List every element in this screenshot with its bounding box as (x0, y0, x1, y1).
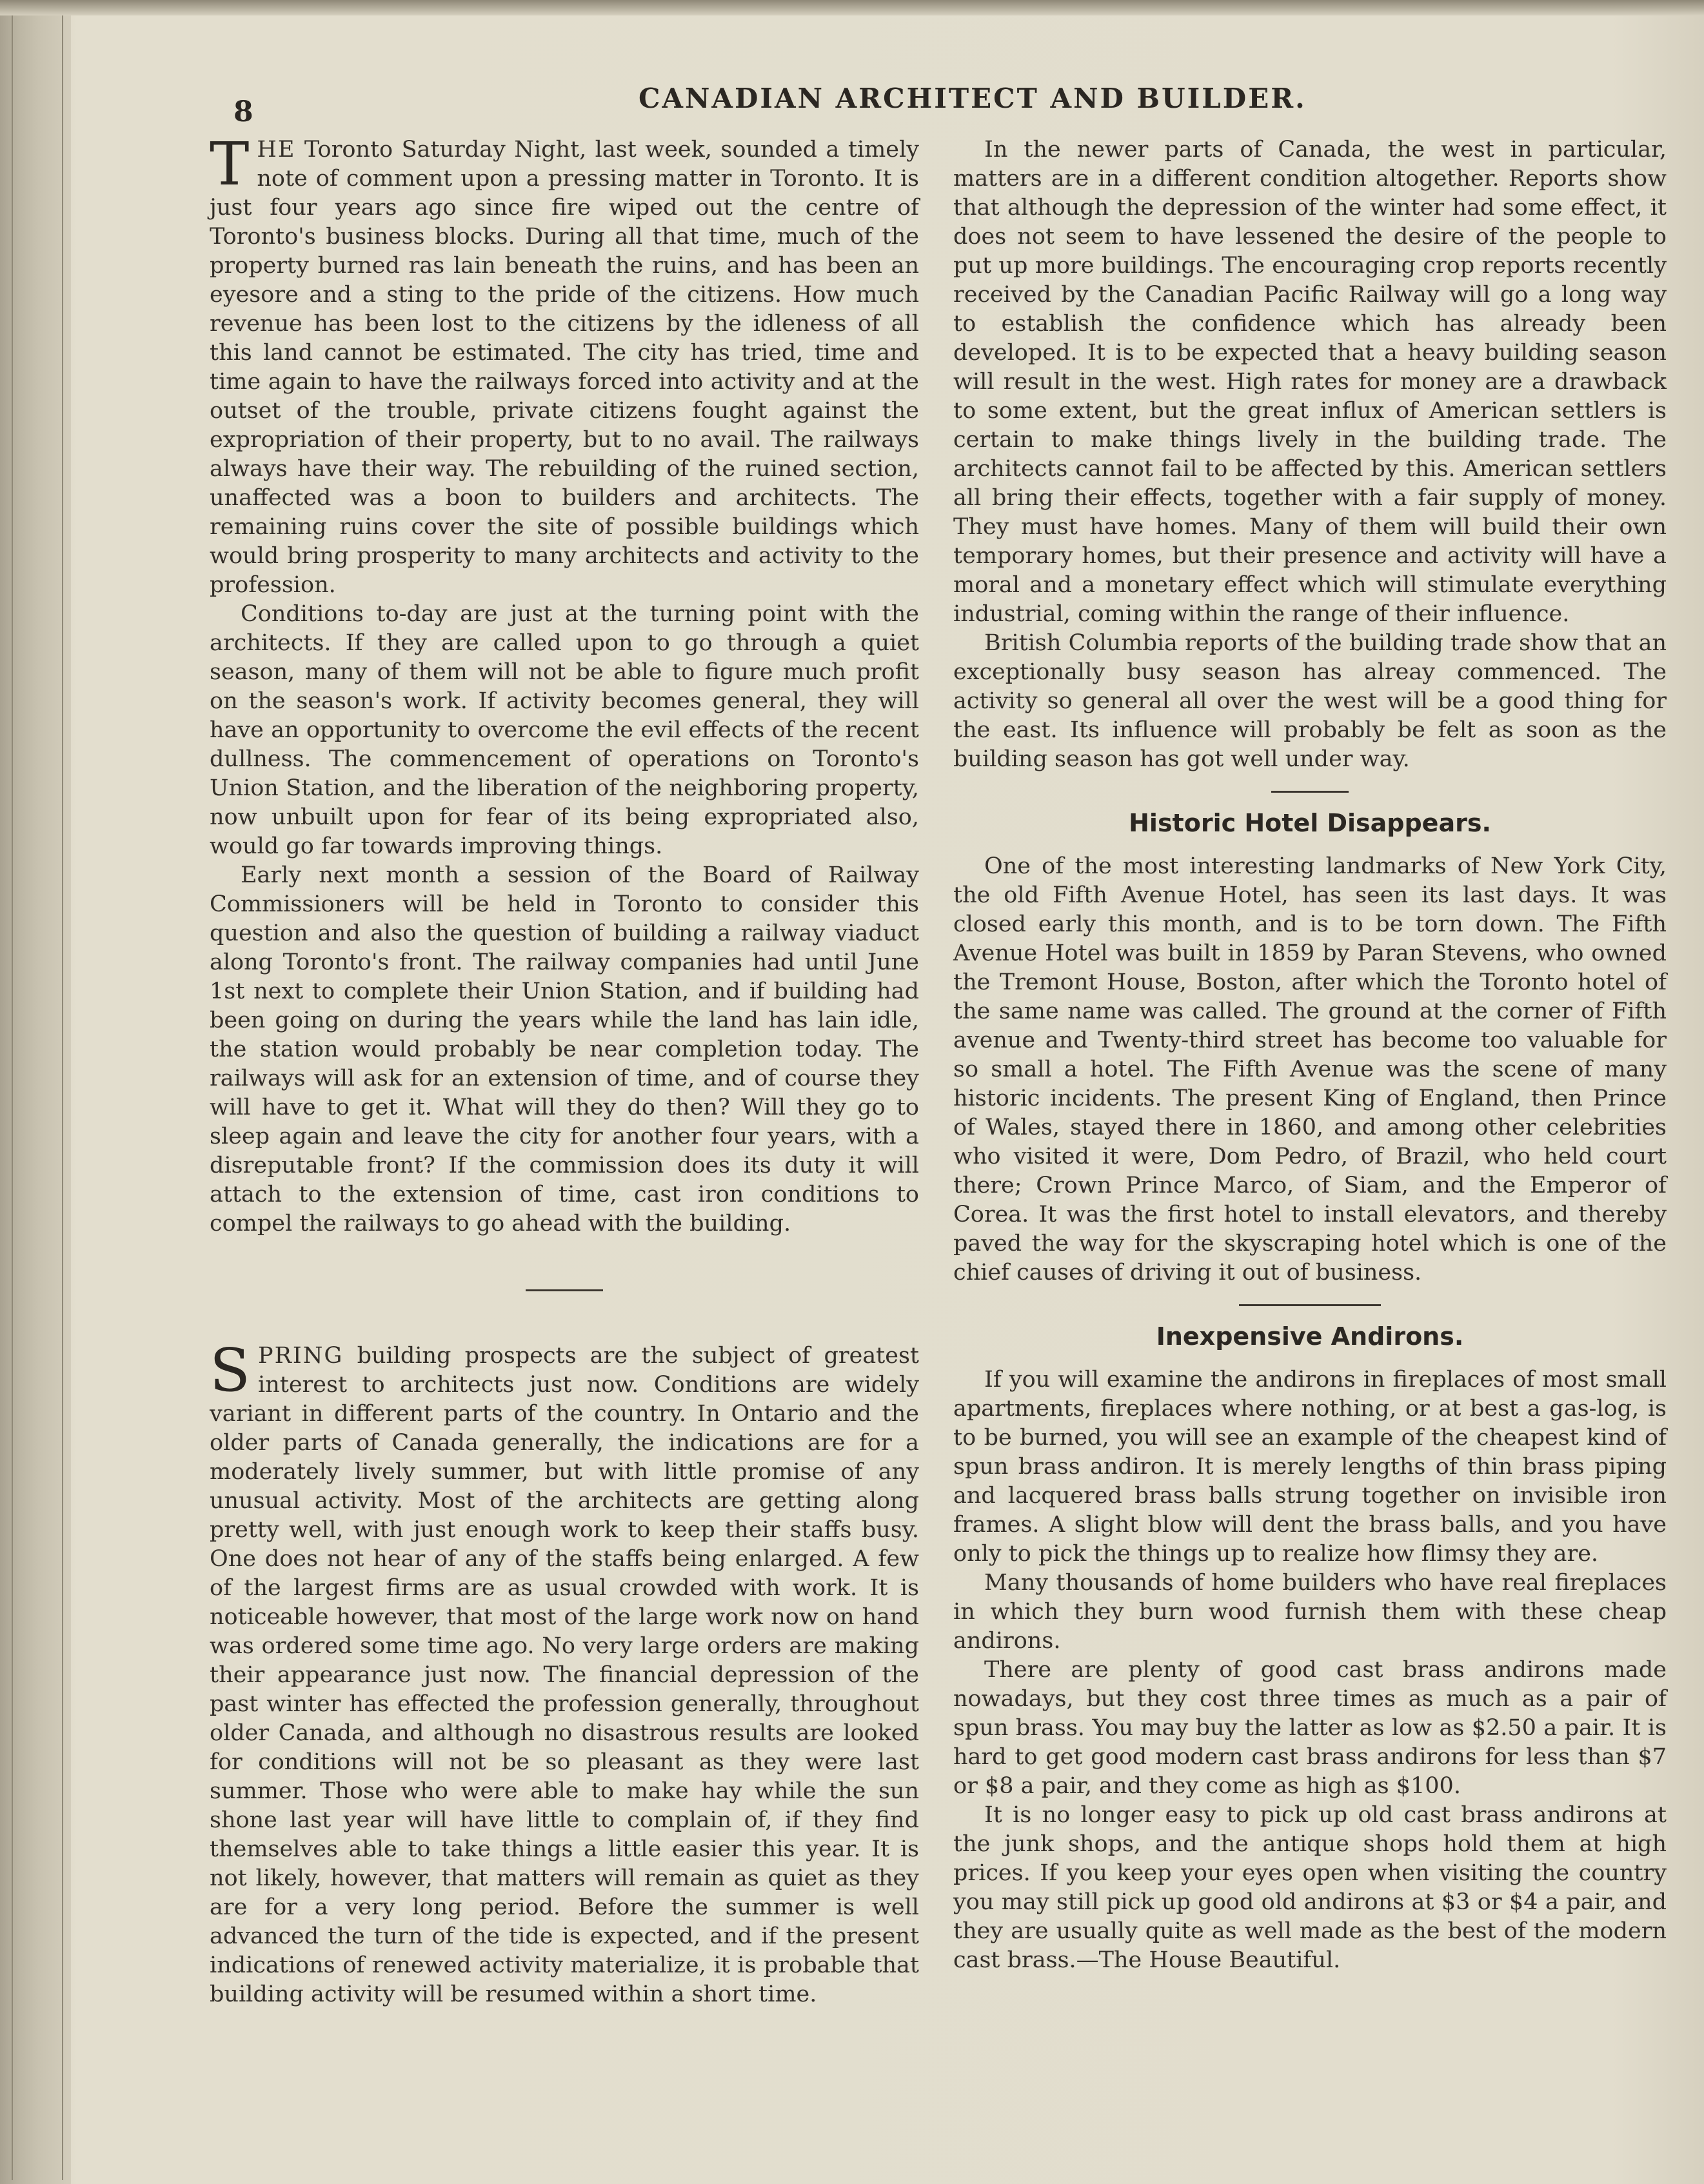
right-column (953, 135, 1667, 1975)
divider-rule (526, 1289, 603, 1291)
article-heading: Historic Hotel Disappears. (1129, 809, 1491, 837)
paragraph-text: Toronto Saturday Night, last week, sounded a timely note of comment upon a pressing matter in Toronto. It is just four years ago since fire wiped out the centre of Toronto's business blocks. During all that time, much of the property burned ras lain beneath the ruins, and has been an eyesore and a sting to the pride of the citizens. How much revenue has been lost to the citizens by the idleness of all this land cannot be estimated. The city has tried, time and time again to have the railways forced into activity and at the outset of the trouble, private citizens fought against the expropriation of their property, but to no avail. The railways always have their way. The rebuilding of the ruined section, unaffected was a boon to builders and architects. The remaining ruins cover the site of possible buildings which would bring prosperity to many architects and activity to the profession. (210, 137, 919, 598)
paragraph-text: building prospects are the subject of greatest interest to architects just now. Conditions are widely variant in different parts of the country. In Ontario and the older parts of Canada generally, the indications are for a moderately lively summer, but with little promise of any unusual activity. Most of the architects are getting along pretty well, with just enough work to keep their staffs busy. One does not hear of any of the staffs being enlarged. A few of the largest firms are as usual crowded with work. It is noticeable however, that most of the large work now on hand was ordered some time ago. No very large orders are making their appearance just now. The financial depression of the past winter has effected the profession generally, throughout older Canada, and although no disastrous results are looked for conditions will not be so pleasant as they were last summer. Those who were able to make hay while the sun shone last year will have little to complain of, if they find themselves able to take things a little easier this year. It is not likely, however, that matters will remain as quiet as they are for a very long period. Before the summer is well advanced the turn of the tide is expected, and if the present indications of renewed activity materialize, it is probable that building activity will be resumed within a short time. (210, 1343, 919, 2007)
article-paragraph: Conditions to-day are just at the turning point with the architects. If they are called upon to go through a quiet season, many of them will not be able to figure much profit on the season's work. If activity becomes general, they will have an opportunity to overcome the evil effects of the recent dullness. The commencement of operations on Toronto's Union Station, and the liberation of the neighboring property, now unbuilt upon for fear of its being expropriated also, would go far towards improving things. (210, 601, 919, 859)
binding-line (62, 13, 63, 2180)
article-heading: Inexpensive Andirons. (1156, 1322, 1464, 1351)
divider-rule (1271, 791, 1349, 793)
binding-line (12, 13, 13, 2180)
article-paragraph: In the newer parts of Canada, the west in particular, matters are in a different condition altogether. Reports show that although the depression of the winter had some effect, it does not seem to have lessened the desire of the people to put up more buildings. The encouraging crop reports recently received by the Canadian Pacific Railway will go a long way to establish the confidence which has already been developed. It is to be expected that a heavy building season will result in the west. High rates for money are a drawback to some extent, but the great influx of American settlers is certain to make things lively in the building trade. The architects cannot fail to be affected by this. American settlers all bring their effects, together with a fair supply of money. They must have homes. Many of them will build their own temporary homes, but their presence and activity will have a moral and a monetary effect which will stimulate everything industrial, coming within the range of their influence. (953, 137, 1667, 627)
page-top-edge (0, 0, 1704, 15)
article-paragraph: If you will examine the andirons in fireplaces of most small apartments, fireplaces where nothing, or at best a gas-log, is to be burned, you will see an example of the cheapest kind of spun brass andiron. It is merely lengths of thin brass piping and lacquered brass balls strung together on invisible iron frames. A slight blow will dent the brass balls, and you have only to pick the things up to realize how flimsy they are. (953, 1367, 1667, 1567)
drop-cap: S (210, 1336, 251, 1405)
article-paragraph: It is no longer easy to pick up old cast brass andirons at the junk shops, and the antique shops hold them at high prices. If you keep your eyes open when visiting the country you may still pick up good old andirons at $3 or $4 a pair, and they are usually quite as well made as the best of the modern cast brass.—The House Beautiful. (953, 1802, 1667, 1973)
article-paragraph (210, 1336, 919, 2009)
page-binding-shadow (0, 0, 71, 2184)
section-divider (210, 1238, 919, 1342)
page-number: 8 (233, 95, 253, 128)
article-historic-hotel (953, 808, 1667, 1287)
drop-cap: T (210, 130, 250, 199)
article-western-conditions (953, 135, 1667, 774)
article-toronto-railways (210, 130, 919, 1238)
article-spring-prospects (210, 1336, 919, 2009)
lead-caps: HE (257, 137, 296, 163)
article-paragraph: Early next month a session of the Board of Railway Commissioners will be held in Toronto to consider this question and also the question of building a railway viaduct along Toronto's front. The railway companies had until June 1st next to complete their Union Station, and if building had been going on during the years while the land has lain idle, the station would probably be near completion today. The railways will ask for an extension of time, and of course they will have to get it. What will they do then? Will they go to sleep again and leave the city for another four years, with a disreputable front? If the commission does its duty it will attach to the extension of time, cast iron conditions to compel the railways to go ahead with the building. (210, 862, 919, 1236)
article-paragraph: British Columbia reports of the building trade show that an exceptionally busy season has alreay commenced. The activity so general all over the west will be a good thing for the east. Its influence will probably be felt as soon as the building season has got well under way. (953, 630, 1667, 772)
divider-rule (1239, 1304, 1381, 1306)
running-title: CANADIAN ARCHITECT AND BUILDER. (639, 83, 1307, 114)
article-inexpensive-andirons (953, 1322, 1667, 1975)
lead-caps: PRING (258, 1343, 344, 1369)
article-paragraph (210, 130, 919, 600)
article-paragraph: Many thousands of home builders who have real fireplaces in which they burn wood furnish them with these cheap andirons. (953, 1570, 1667, 1654)
article-paragraph: There are plenty of good cast brass andirons made nowadays, but they cost three times as much as a pair of spun brass. You may buy the latter as low as $2.50 a pair. It is hard to get good modern cast brass andirons for less than $7 or $8 a pair, and they come as high as $100. (953, 1657, 1667, 1799)
article-paragraph: One of the most interesting landmarks of New York City, the old Fifth Avenue Hotel, has seen its last days. It was closed early this month, and is to be torn down. The Fifth Avenue Hotel was built in 1859 by Paran Stevens, who owned the Tremont House, Boston, after which the Toronto hotel of the same name was called. The ground at the corner of Fifth avenue and Twenty-third street has become too valuable for so small a hotel. The Fifth Avenue was the scene of many historic incidents. The present King of England, then Prince of Wales, stayed there in 1860, and among other celebrities who visited it were, Dom Pedro, of Brazil, who held court there; Crown Prince Marco, of Siam, and the Emperor of Corea. It was the first hotel to install elevators, and thereby paved the way for the skyscraping hotel which is one of the chief causes of driving it out of business. (953, 853, 1667, 1286)
left-column (210, 130, 919, 2009)
